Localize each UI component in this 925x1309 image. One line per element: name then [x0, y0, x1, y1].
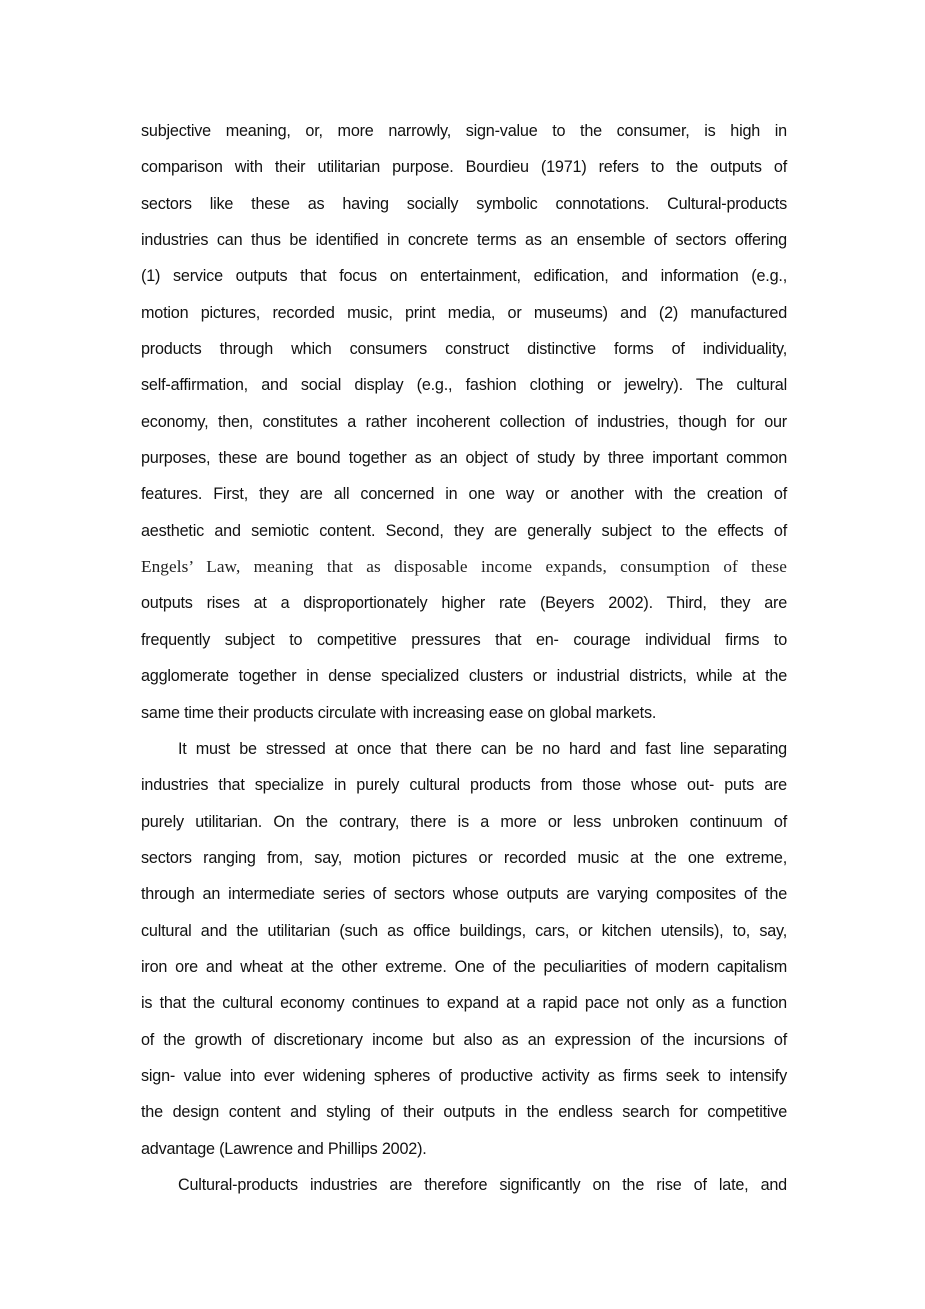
text-line: sectors like these as having socially symbolic connotations. Cultural-products: [141, 194, 787, 213]
text-line: products through which consumers construct distinctive forms of individuality,: [141, 340, 787, 359]
text-line: sectors ranging from, say, motion pictures or recorded music at the one extreme,: [141, 848, 787, 867]
body-text: [141, 113, 787, 1203]
text-line: features. First, they are all concerned in one way or another with the creation of: [141, 485, 787, 504]
paragraph-2: [141, 731, 787, 1167]
text-line: Engels’ Law, meaning that as disposable income expands, consumption of these: [141, 557, 787, 577]
text-line: is that the cultural economy continues to expand at a rapid pace not only as a function: [141, 994, 787, 1013]
text-line: sign- value into ever widening spheres of productive activity as firms seek to intensify: [141, 1066, 787, 1085]
text-line: motion pictures, recorded music, print media, or museums) and (2) manufactured: [141, 303, 787, 322]
text-line: It must be stressed at once that there can be no hard and fast line separating: [178, 739, 787, 758]
text-line: the design content and styling of their outputs in the endless search for competitive: [141, 1103, 787, 1122]
text-line: of the growth of discretionary income but also as an expression of the incursions of: [141, 1030, 787, 1049]
text-line: same time their products circulate with increasing ease on global markets.: [141, 703, 657, 722]
text-line: frequently subject to competitive pressures that en- courage individual firms to: [141, 630, 787, 649]
text-line: (1) service outputs that focus on entertainment, edification, and information (e.g.,: [141, 267, 787, 286]
text-line: economy, then, constitutes a rather incoherent collection of industries, though for our: [141, 412, 787, 431]
text-line: advantage (Lawrence and Phillips 2002).: [141, 1139, 427, 1158]
text-line: aesthetic and semiotic content. Second, they are generally subject to the effects of: [141, 521, 787, 540]
paragraph-3: [141, 1167, 787, 1203]
text-line: outputs rises at a disproportionately higher rate (Beyers 2002). Third, they are: [141, 594, 787, 613]
text-line: agglomerate together in dense specialized clusters or industrial districts, while at the: [141, 667, 787, 686]
text-line: purposes, these are bound together as an object of study by three important common: [141, 449, 787, 468]
text-line: industries that specialize in purely cultural products from those whose out- puts are: [141, 776, 787, 795]
text-line: industries can thus be identified in concrete terms as an ensemble of sectors offering: [141, 231, 787, 250]
text-line: cultural and the utilitarian (such as office buildings, cars, or kitchen utensils), to, say,: [141, 921, 787, 940]
text-line: subjective meaning, or, more narrowly, sign-value to the consumer, is high in: [141, 122, 787, 140]
text-line: self-affirmation, and social display (e.g., fashion clothing or jewelry). The cultural: [141, 376, 787, 395]
text-line: through an intermediate series of sectors whose outputs are varying composites of the: [141, 885, 787, 904]
text-line: iron ore and wheat at the other extreme. One of the peculiarities of modern capitalism: [141, 957, 787, 976]
text-line: purely utilitarian. On the contrary, there is a more or less unbroken continuum of: [141, 812, 787, 831]
text-line: Cultural-products industries are therefore significantly on the rise of late, and: [178, 1175, 787, 1194]
text-line: comparison with their utilitarian purpose. Bourdieu (1971) refers to the outputs of: [141, 158, 787, 177]
paragraph-1: [141, 113, 787, 731]
